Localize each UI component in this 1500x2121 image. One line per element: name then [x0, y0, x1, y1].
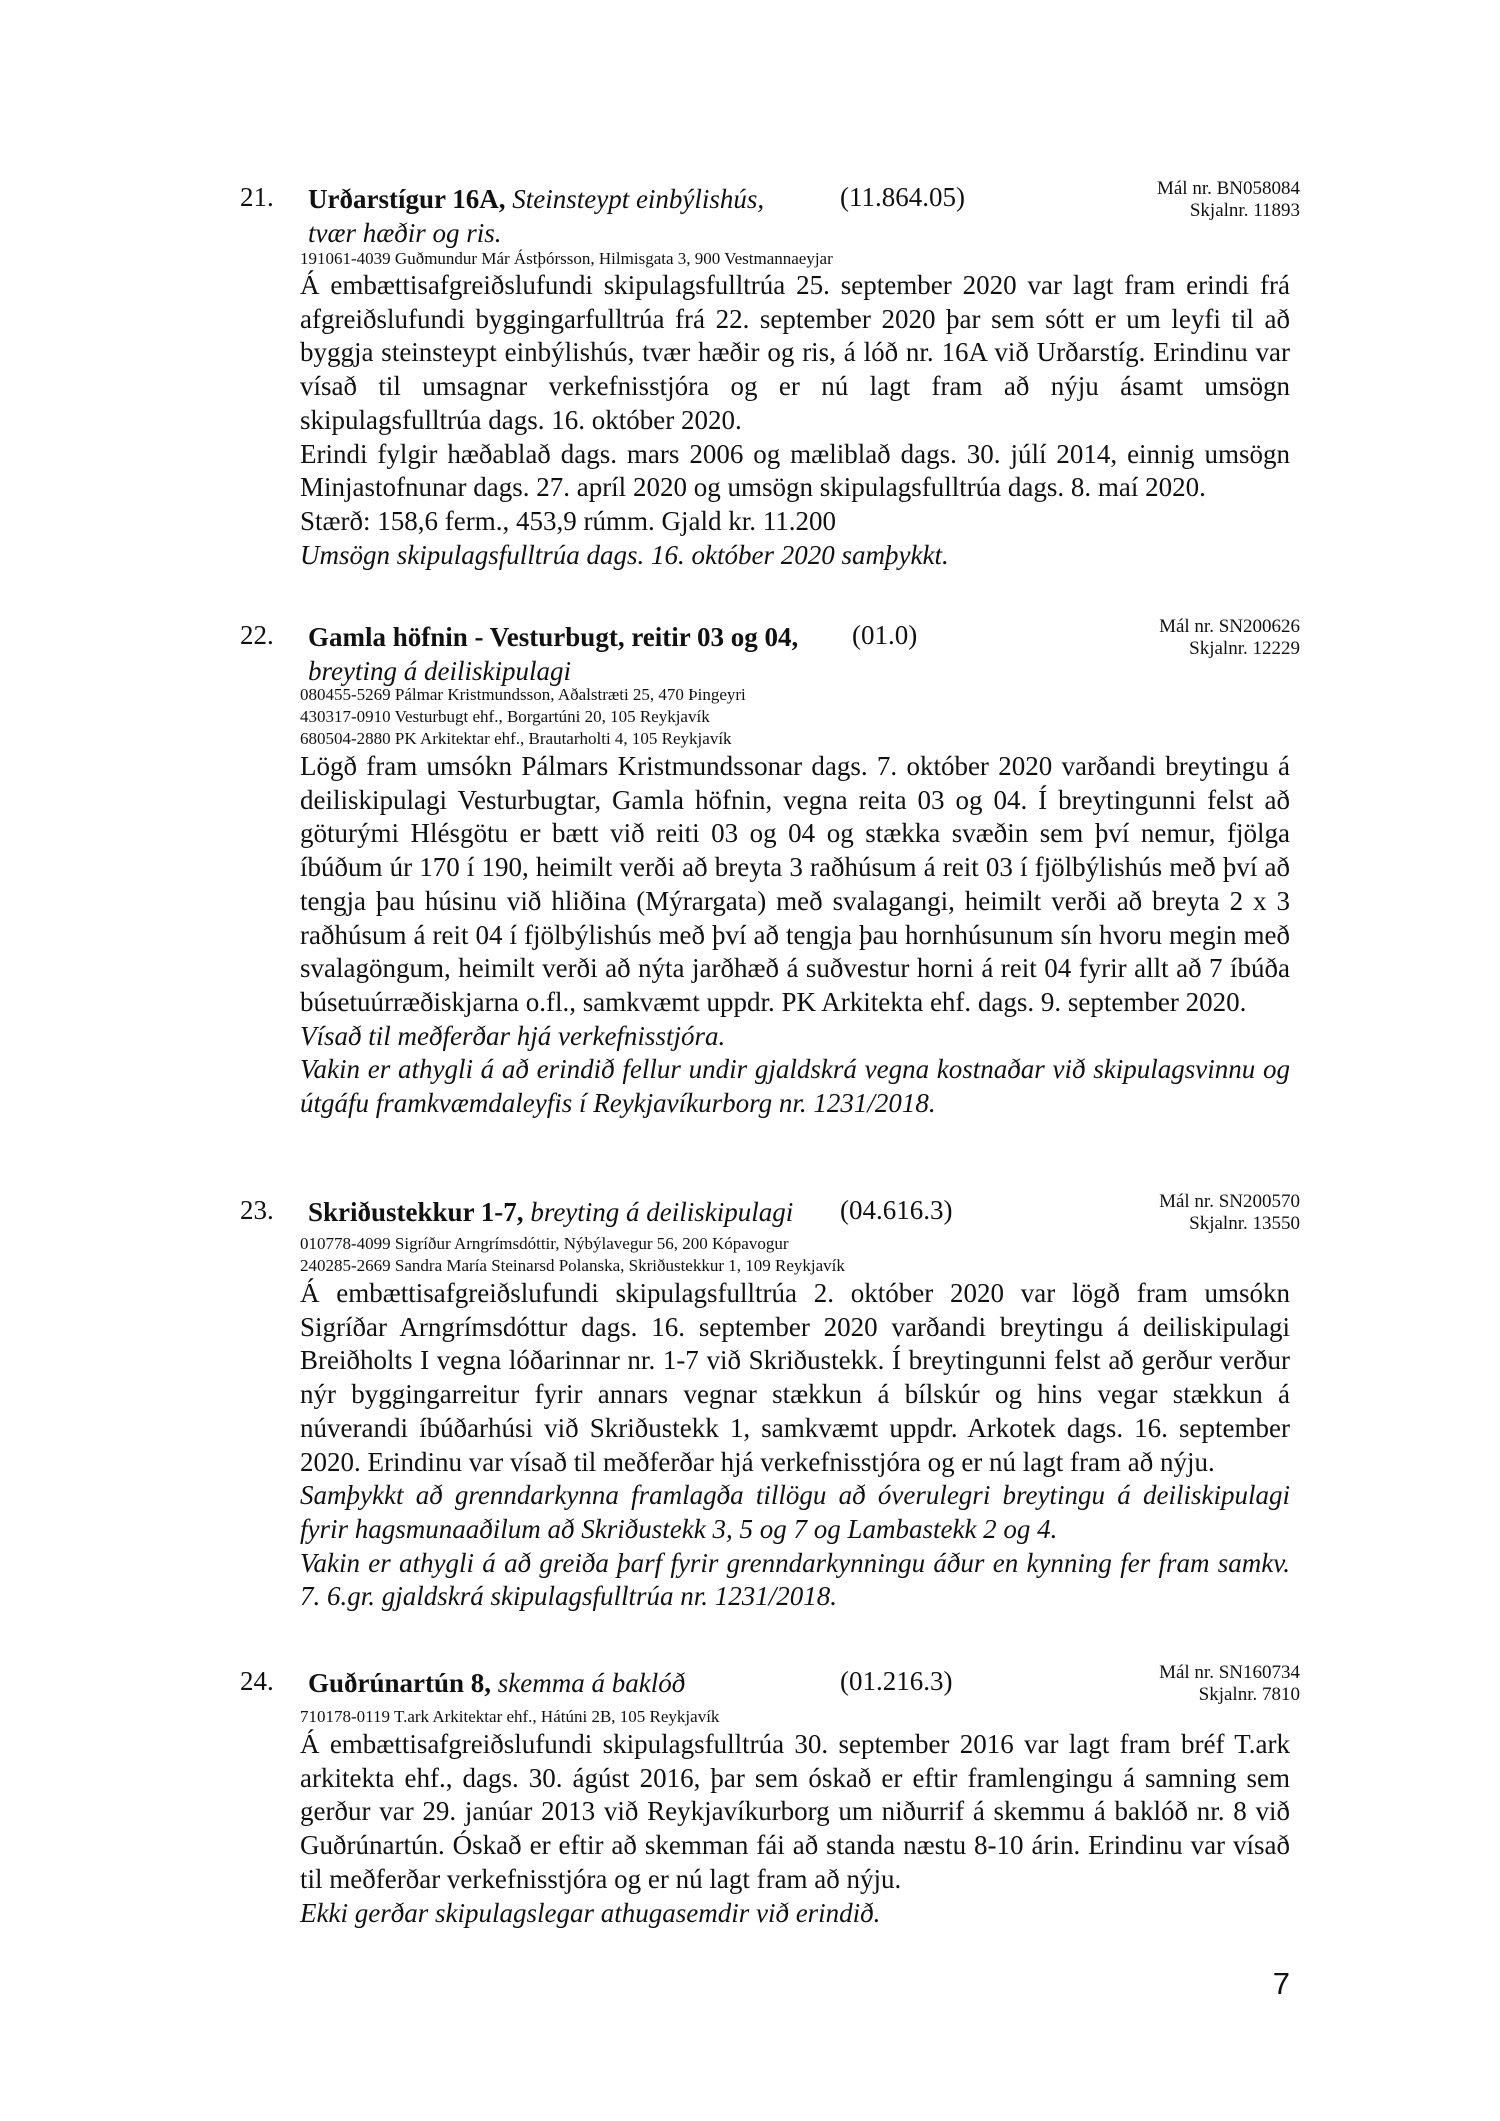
agenda-item-23 [240, 1191, 1300, 1615]
case-reference [1159, 1662, 1300, 1706]
decision: Samþykkt að grenndarkynna framlagða tillögu að óverulegri breytingu á deiliskipulagi fyrir hagsmunaaðilum að Skriðustekk 3, 5 og 7 og Lambastekk 2 og 4. [300, 1480, 1290, 1544]
decision: Vakin er athygli á að erindið fellur undir gjaldskrá vegna kostnaðar við skipulagsvinnu og útgáfu framkvæmdaleyfis í Reykjavíkurborg nr. 1231/2018. [300, 1054, 1290, 1119]
item-subtitle-2: tvær hæðir og ris. [308, 218, 502, 248]
item-heading [308, 620, 868, 688]
agenda-item-24 [240, 1662, 1300, 1946]
item-code: (11.864.05) [840, 182, 965, 212]
case-reference [1157, 178, 1300, 222]
case-number: Mál nr. BN058084 [1156, 178, 1300, 199]
applicant: 080455-5269 Pálmar Kristmundsson, Aðalstræti 25, 470 Þingeyri [300, 685, 746, 704]
item-code: (01.216.3) [840, 1666, 953, 1696]
item-title: Urðarstígur 16A, [308, 184, 506, 214]
item-body [300, 1277, 1290, 1614]
applicant: 191061-4039 Guðmundur Már Ástþórsson, Hilmisgata 3, 900 Vestmannaeyjar [300, 249, 833, 268]
applicants [300, 1706, 719, 1728]
item-number: 23. [240, 1195, 274, 1225]
applicant: 010778-4099 Sigríður Arngrímsdóttir, Nýbýlavegur 56, 200 Kópavogur [300, 1234, 789, 1253]
item-number: 24. [240, 1666, 274, 1696]
agenda-item-21 [240, 178, 1300, 570]
item-code: (01.0) [852, 620, 918, 650]
agenda-item-22 [240, 616, 1300, 1140]
document-number: Skjalnr. 12229 [1189, 638, 1300, 659]
item-subtitle: Steinsteypt einbýlishús, [512, 184, 765, 214]
case-reference [1159, 616, 1300, 660]
decision: Vísað til meðferðar hjá verkefnisstjóra. [300, 1020, 726, 1051]
item-subtitle: skemma á baklóð [497, 1668, 686, 1698]
item-number: 22. [240, 620, 274, 650]
page-number: 7 [1272, 1966, 1290, 2001]
item-heading [308, 182, 868, 250]
applicant: 710178-0119 T.ark Arkitektar ehf., Hátúni 2B, 105 Reykjavík [300, 1707, 720, 1726]
decision: Umsögn skipulagsfulltrúa dags. 16. október 2020 samþykkt. [300, 539, 949, 570]
paragraph: Á embættisafgreiðslufundi skipulagsfulltrúa 25. september 2020 var lagt fram erindi frá afgreiðslufundi byggingarfulltrúa frá 22. september 2020 þar sem sótt er um leyfi til að byggja steinsteypt einbýlishús, tvær hæðir og ris, á lóð nr. 16A við Urðarstíg. Erindinu var vísað til umsagnar verkefnisstjóra og er nú lagt fram að nýju ásamt umsögn skipulagsfulltrúa dags. 16. október 2020. [300, 270, 1290, 435]
document-number: Skjalnr. 11893 [1189, 200, 1300, 221]
applicants [300, 248, 833, 270]
item-body [300, 1728, 1290, 1930]
item-title: Gamla höfnin - Vesturbugt, reitir 03 og 04, [308, 622, 799, 652]
item-title: Guðrúnartún 8, [308, 1668, 492, 1698]
item-subtitle: breyting á deiliskipulagi [530, 1197, 794, 1227]
item-subtitle: breyting á deiliskipulagi [308, 656, 571, 686]
decision: Ekki gerðar skipulagslegar athugasemdir við erindið. [300, 1897, 881, 1928]
case-number: Mál nr. SN200570 [1159, 1191, 1300, 1212]
applicants [300, 684, 746, 750]
item-number: 21. [240, 182, 274, 212]
item-body [300, 750, 1290, 1121]
item-title: Skriðustekkur 1-7, [308, 1197, 524, 1227]
item-heading [308, 1195, 868, 1229]
paragraph: Stærð: 158,6 ferm., 453,9 rúmm. Gjald kr. 11.200 [300, 505, 836, 536]
case-number: Mál nr. SN160734 [1159, 1662, 1300, 1683]
applicants [300, 1233, 845, 1277]
paragraph: Á embættisafgreiðslufundi skipulagsfulltrúa 30. september 2016 var lagt fram bréf T.ark arkitekta ehf., dags. 30. ágúst 2016, þar sem óskað er eftir framlengingu á samning sem gerður var 29. janúar 2013 við Reykjavíkurborg um niðurrif á skemmu á baklóð nr. 8 við Guðrúnartún. Óskað er eftir að skemman fái að standa næstu 8-10 árin. Erindinu var vísað til meðferðar verkefnisstjóra og er nú lagt fram að nýju. [300, 1729, 1290, 1894]
case-number: Mál nr. SN200626 [1159, 616, 1300, 637]
document-number: Skjalnr. 13550 [1189, 1213, 1300, 1234]
item-heading [308, 1666, 868, 1700]
applicant: 430317-0910 Vesturbugt ehf., Borgartúni 20, 105 Reykjavík [300, 707, 710, 726]
item-body [300, 269, 1290, 572]
decision: Vakin er athygli á að greiða þarf fyrir grenndarkynningu áður en kynning fer fram samkv. 7. 6.gr. gjaldskrá skipulagsfulltrúa nr. 1231/2018. [300, 1547, 1290, 1612]
item-code: (04.616.3) [840, 1195, 953, 1225]
case-reference [1159, 1191, 1300, 1235]
applicant: 240285-2669 Sandra María Steinarsd Polanska, Skriðustekkur 1, 109 Reykjavík [300, 1256, 845, 1275]
document-number: Skjalnr. 7810 [1198, 1684, 1300, 1705]
applicant: 680504-2880 PK Arkitektar ehf., Brautarholti 4, 105 Reykjavík [300, 729, 732, 748]
paragraph: Lögð fram umsókn Pálmars Kristmundssonar dags. 7. október 2020 varðandi breytingu á deiliskipulagi Vesturbugtar, Gamla höfnin, vegna reita 03 og 04. Í breytingunni felst að göturými Hlésgötu er bætt við reiti 03 og 04 og stækka svæðin sem því nemur, fjölga íbúðum úr 170 í 190, heimilt verði að breyta 3 raðhúsum á reit 03 í fjölbýlishús með því að tengja þau húsinu við hliðina (Mýrargata) með svalagangi, heimilt verði að breyta 2 x 3 raðhúsum á reit 04 í fjölbýlishús með því að tengja þau hornhúsunum sín hvoru megin með svalagöngum, heimilt verði að nýta jarðhæð á suðvestur horni á reit 04 fyrir allt að 7 íbúða búsetuúrræðiskjarna o.fl., samkvæmt uppdr. PK Arkitekta ehf. dags. 9. september 2020. [300, 751, 1290, 1017]
paragraph: Á embættisafgreiðslufundi skipulagsfulltrúa 2. október 2020 var lögð fram umsókn Sigríðar Arngrímsdóttur dags. 16. september 2020 varðandi breytingu á deiliskipulagi Breiðholts I vegna lóðarinnar nr. 1-7 við Skriðustekk. Í breytingunni felst að gerður verður nýr byggingarreitur fyrir annars vegnar stækkun á bílskúr og hins vegar stækkun á núverandi íbúðarhúsi við Skriðustekk 1, samkvæmt uppdr. Arkotek dags. 16. september 2020. Erindinu var vísað til meðferðar hjá verkefnisstjóra og er nú lagt fram að nýju. [300, 1278, 1290, 1477]
paragraph: Erindi fylgir hæðablað dags. mars 2006 og mæliblað dags. 30. júlí 2014, einnig umsögn Minjastofnunar dags. 27. apríl 2020 og umsögn skipulagsfulltrúa dags. 8. maí 2020. [300, 438, 1290, 503]
